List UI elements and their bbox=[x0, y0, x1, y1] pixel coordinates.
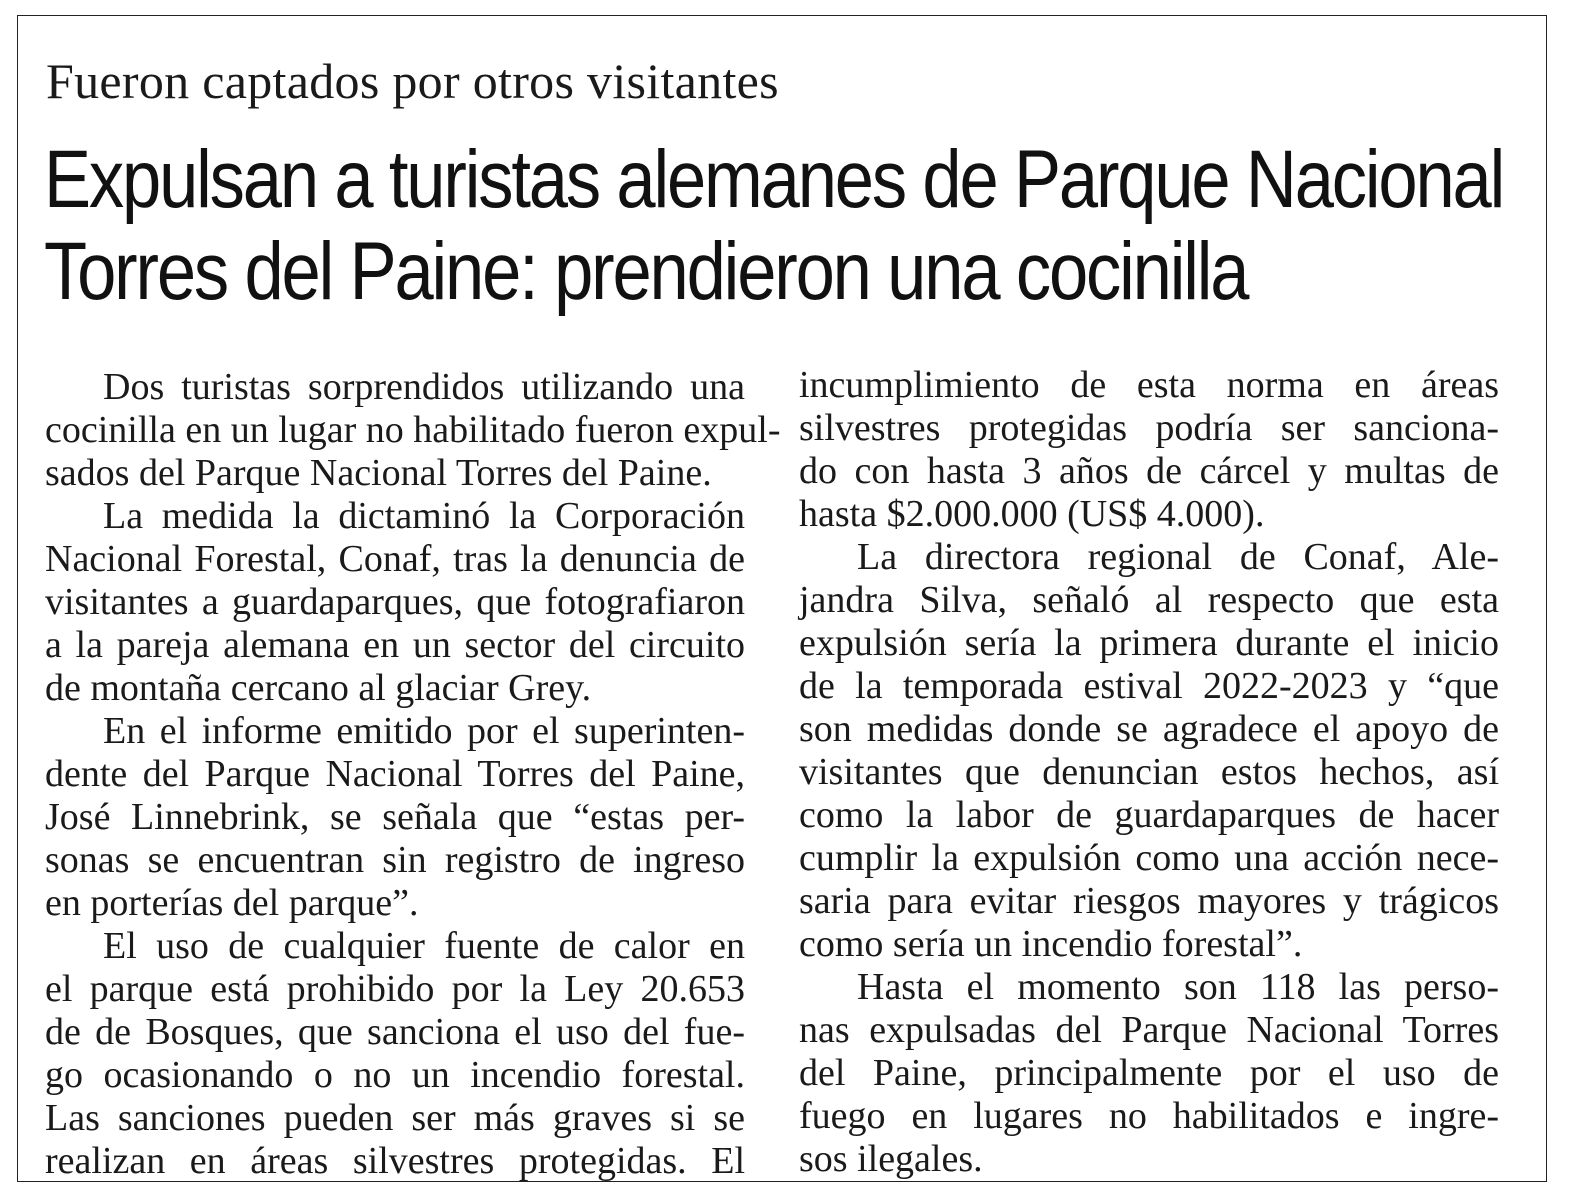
body-line: visitantes que denuncian estos hechos, así bbox=[799, 751, 1499, 793]
body-line: de de Bosques, que sanciona el uso del fue- bbox=[45, 1011, 745, 1053]
body-line: Hasta el momento son 118 las perso- bbox=[857, 966, 1499, 1008]
body-line: de la temporada estival 2022-2023 y “que bbox=[799, 665, 1499, 707]
body-line: como la labor de guardaparques de hacer bbox=[799, 794, 1499, 836]
right-column bbox=[799, 364, 1499, 1181]
body-line: jandra Silva, señaló al respecto que esta bbox=[799, 579, 1499, 621]
body-line: cocinilla en un lugar no habilitado fueron expul- bbox=[45, 409, 781, 451]
body-line: hasta $2.000.000 (US$ 4.000). bbox=[799, 493, 1265, 535]
body-line: sados del Parque Nacional Torres del Paine. bbox=[45, 452, 712, 494]
body-line: son medidas donde se agradece el apoyo de bbox=[799, 708, 1499, 750]
body-line: nas expulsadas del Parque Nacional Torres bbox=[799, 1009, 1499, 1051]
article-headline bbox=[44, 134, 1504, 318]
body-line: Dos turistas sorprendidos utilizando una bbox=[103, 366, 745, 408]
body-line: La medida la dictaminó la Corporación bbox=[103, 495, 745, 537]
body-line: fuego en lugares no habilitados e ingre- bbox=[799, 1095, 1499, 1137]
body-line: Nacional Forestal, Conaf, tras la denuncia de bbox=[45, 538, 745, 580]
body-line: de montaña cercano al glaciar Grey. bbox=[45, 667, 592, 709]
body-line: del Paine, principalmente por el uso de bbox=[799, 1052, 1499, 1094]
body-line: José Linnebrink, se señala que “estas per- bbox=[45, 796, 745, 838]
body-line: realizan en áreas silvestres protegidas. El bbox=[45, 1140, 745, 1182]
body-line: en porterías del parque”. bbox=[45, 882, 419, 924]
body-line: do con hasta 3 años de cárcel y multas de bbox=[799, 450, 1499, 492]
body-line: cumplir la expulsión como una acción nece- bbox=[799, 837, 1499, 879]
body-line: El uso de cualquier fuente de calor en bbox=[103, 925, 745, 967]
body-line: go ocasionando o no un incendio forestal. bbox=[45, 1054, 745, 1096]
body-line: En el informe emitido por el superinten- bbox=[103, 710, 745, 752]
body-line: expulsión sería la primera durante el inicio bbox=[799, 622, 1499, 664]
newspaper-clipping bbox=[17, 15, 1547, 1182]
body-line: a la pareja alemana en un sector del circuito bbox=[45, 624, 745, 666]
body-line: como sería un incendio forestal”. bbox=[799, 923, 1303, 965]
body-line: La directora regional de Conaf, Ale- bbox=[857, 536, 1499, 578]
body-line: incumplimiento de esta norma en áreas bbox=[799, 364, 1499, 406]
headline-line: Expulsan a turistas alemanes de Parque Nacional bbox=[44, 134, 1504, 225]
left-column bbox=[45, 366, 781, 1183]
body-line: el parque está prohibido por la Ley 20.653 bbox=[45, 968, 745, 1010]
body-line: visitantes a guardaparques, que fotografiaron bbox=[45, 581, 745, 623]
article-kicker: Fueron captados por otros visitantes bbox=[46, 53, 779, 109]
headline-line: Torres del Paine: prendieron una cocinilla bbox=[44, 226, 1248, 317]
body-line: sonas se encuentran sin registro de ingreso bbox=[45, 839, 745, 881]
body-line: dente del Parque Nacional Torres del Paine, bbox=[45, 753, 745, 795]
body-line: saria para evitar riesgos mayores y trágicos bbox=[799, 880, 1499, 922]
body-line: sos ilegales. bbox=[799, 1138, 983, 1180]
body-line: Las sanciones pueden ser más graves si se bbox=[45, 1097, 745, 1139]
body-line: silvestres protegidas podría ser sanciona- bbox=[799, 407, 1499, 449]
